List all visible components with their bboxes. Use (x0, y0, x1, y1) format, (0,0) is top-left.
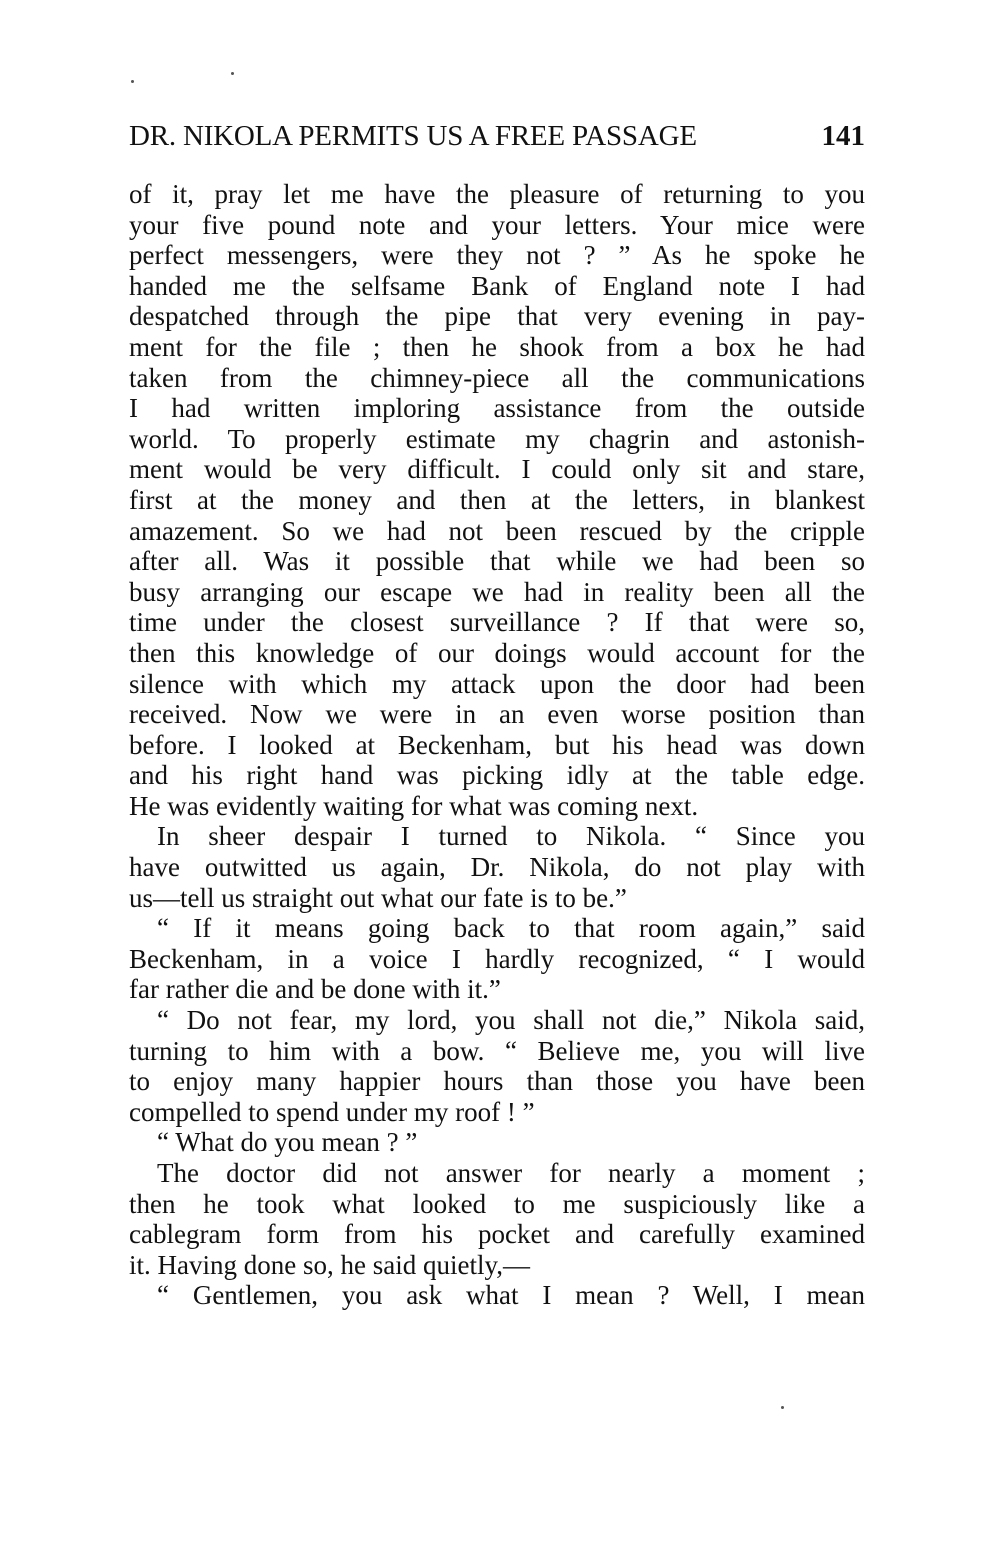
text-line: it. Having done so, he said quietly,— (129, 1249, 530, 1280)
text-line: The doctor did not answer for nearly a moment ; (157, 1158, 865, 1188)
text-line: world. To properly estimate my chagrin and astonish- (129, 423, 865, 454)
text-line: despatched through the pipe that very evening in pay- (129, 301, 865, 332)
text-line: received. Now we were in an even worse position than (129, 699, 865, 730)
text-line: perfect messengers, were they not ? ” As he spoke he (129, 240, 865, 271)
text-line: “ What do you mean ? ” (157, 1127, 418, 1158)
text-line: I had written imploring assistance from the outside (129, 393, 865, 424)
text-line: handed me the selfsame Bank of England note I had (129, 270, 865, 301)
text-line: busy arranging our escape we had in reality been all the (129, 576, 865, 607)
text-line: us—tell us straight out what our fate is to be.” (129, 882, 627, 913)
text-line: and his right hand was picking idly at the table edge. (129, 760, 865, 791)
text-line: “ If it means going back to that room again,” said (157, 913, 865, 944)
text-line: first at the money and then at the letters, in blankest (129, 484, 865, 515)
text-line: cablegram form from his pocket and carefully examined (129, 1219, 865, 1250)
text-line: of it, pray let me have the pleasure of returning to you (129, 179, 865, 209)
text-line: “ Do not fear, my lord, you shall not die,” Nikola said, (157, 1005, 865, 1036)
paper-speck (131, 80, 134, 83)
text-line: after all. Was it possible that while we had been so (129, 546, 865, 577)
text-line: time under the closest surveillance ? If that were so, (129, 607, 865, 638)
text-line: amazement. So we had not been rescued by the cripple (129, 515, 865, 546)
text-line: before. I looked at Beckenham, but his head was down (129, 729, 865, 760)
text-line: taken from the chimney-piece all the communications (129, 362, 865, 393)
page-number: 141 (821, 120, 865, 152)
text-line: ment for the file ; then he shook from a box he had (129, 331, 865, 362)
text-line: In sheer despair I turned to Nikola. “ Since you (157, 821, 865, 852)
text-line: far rather die and be done with it.” (129, 974, 501, 1005)
body-text (129, 179, 865, 1311)
text-line: your five pound note and your letters. Your mice were (129, 209, 865, 240)
paper-speck (231, 72, 234, 75)
text-line: then he took what looked to me suspiciously like a (129, 1188, 865, 1219)
text-line: ment would be very difficult. I could only sit and stare, (129, 454, 865, 485)
text-line: Beckenham, in a voice I hardly recognized, “ I would (129, 943, 865, 974)
text-line: then this knowledge of our doings would account for the (129, 637, 865, 668)
text-line: He was evidently waiting for what was coming next. (129, 790, 699, 821)
text-line: to enjoy many happier hours than those you have been (129, 1066, 865, 1097)
page-header (129, 116, 865, 156)
text-line: “ Gentlemen, you ask what I mean ? Well, I mean (157, 1280, 865, 1311)
text-line: silence with which my attack upon the door had been (129, 668, 865, 699)
text-line: compelled to spend under my roof ! ” (129, 1096, 535, 1127)
text-line: turning to him with a bow. “ Believe me, you will live (129, 1035, 865, 1066)
text-line: have outwitted us again, Dr. Nikola, do not play with (129, 852, 865, 883)
running-head: DR. NIKOLA PERMITS US A FREE PASSAGE (129, 120, 697, 152)
paper-speck (781, 1406, 784, 1409)
